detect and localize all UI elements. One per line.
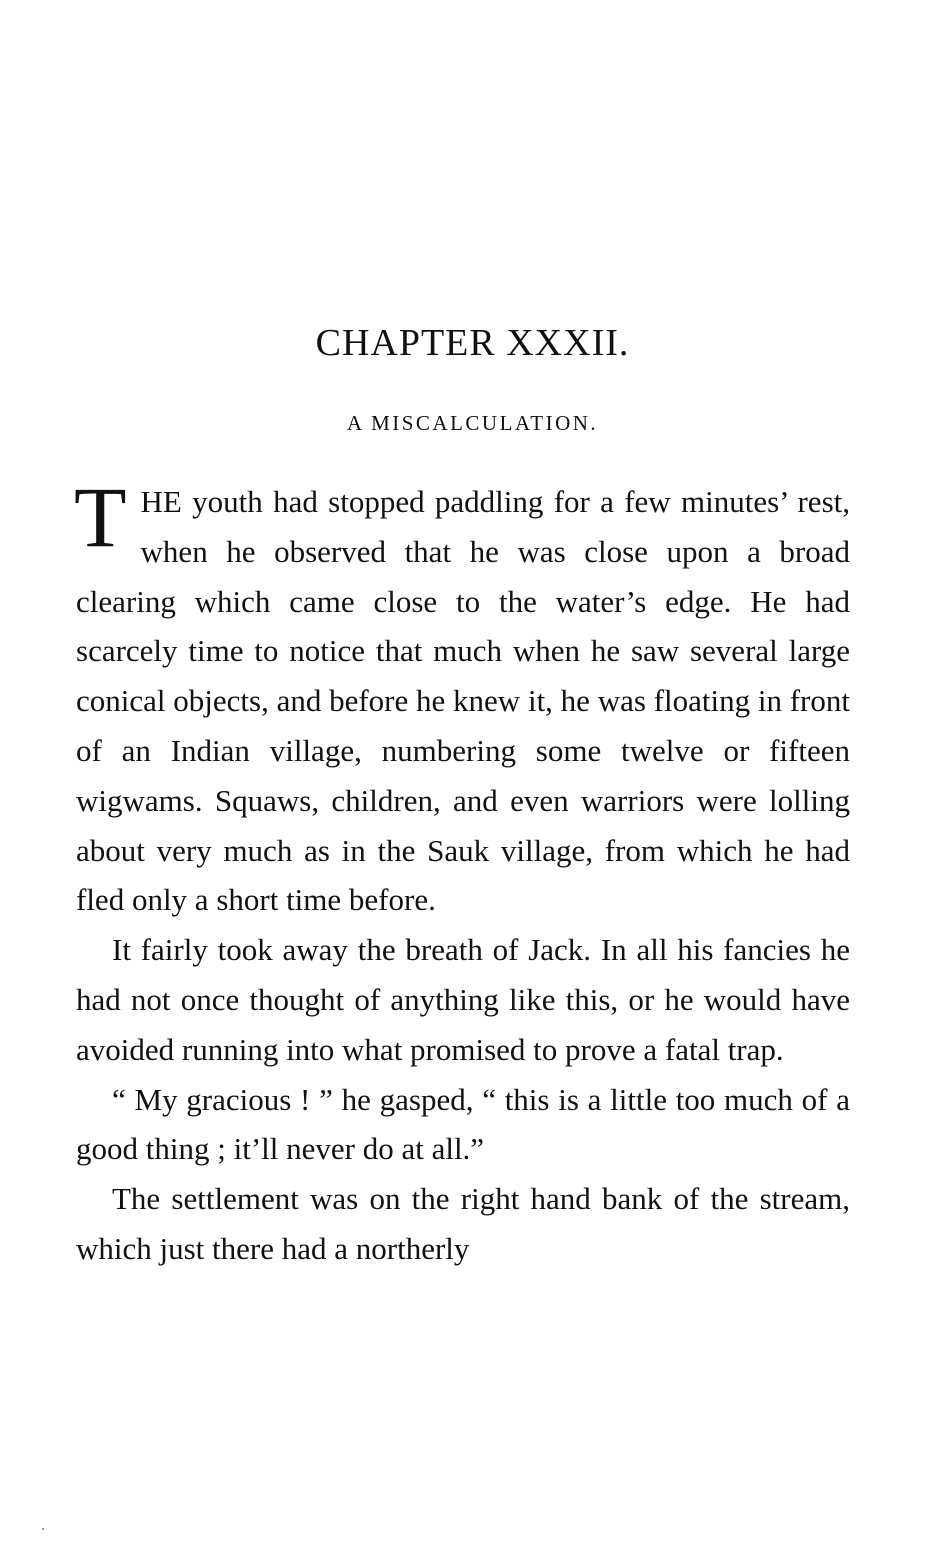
paragraph-1-text: HE youth had stopped paddling for a few minutes’ rest, when he observed that he was close upon a broad clearing which came close to the water’s edge. He had scarcely time to notice that much when he saw several large conical objects, and before he knew it, he was floating in front of an Indian village, numbering some twelve or fifteen wigwams. Squaws, children, and even warriors were lolling about very much as in the Sauk village, from which he had fled only a short time before. <box>76 484 850 918</box>
paragraph-3: “ My gracious ! ” he gasped, “ this is a little too much of a good thing ; it’ll never do at all.” <box>76 1081 850 1167</box>
paragraph-4: The settlement was on the right hand bank of the stream, which just there had a northerly <box>76 1181 850 1266</box>
paragraph-2: It fairly took away the breath of Jack. In all his fancies he had not once thought of anything like this, or he would have avoided running into what promised to prove a fatal trap. <box>76 932 850 1067</box>
chapter-text <box>74 469 850 1274</box>
chapter-subtitle: A MISCALCULATION. <box>346 411 599 435</box>
scan-speck <box>42 1528 44 1530</box>
chapter-title: CHAPTER XXXII. <box>315 322 630 364</box>
drop-cap-initial: T <box>74 469 127 565</box>
paragraph-1 <box>74 469 850 925</box>
